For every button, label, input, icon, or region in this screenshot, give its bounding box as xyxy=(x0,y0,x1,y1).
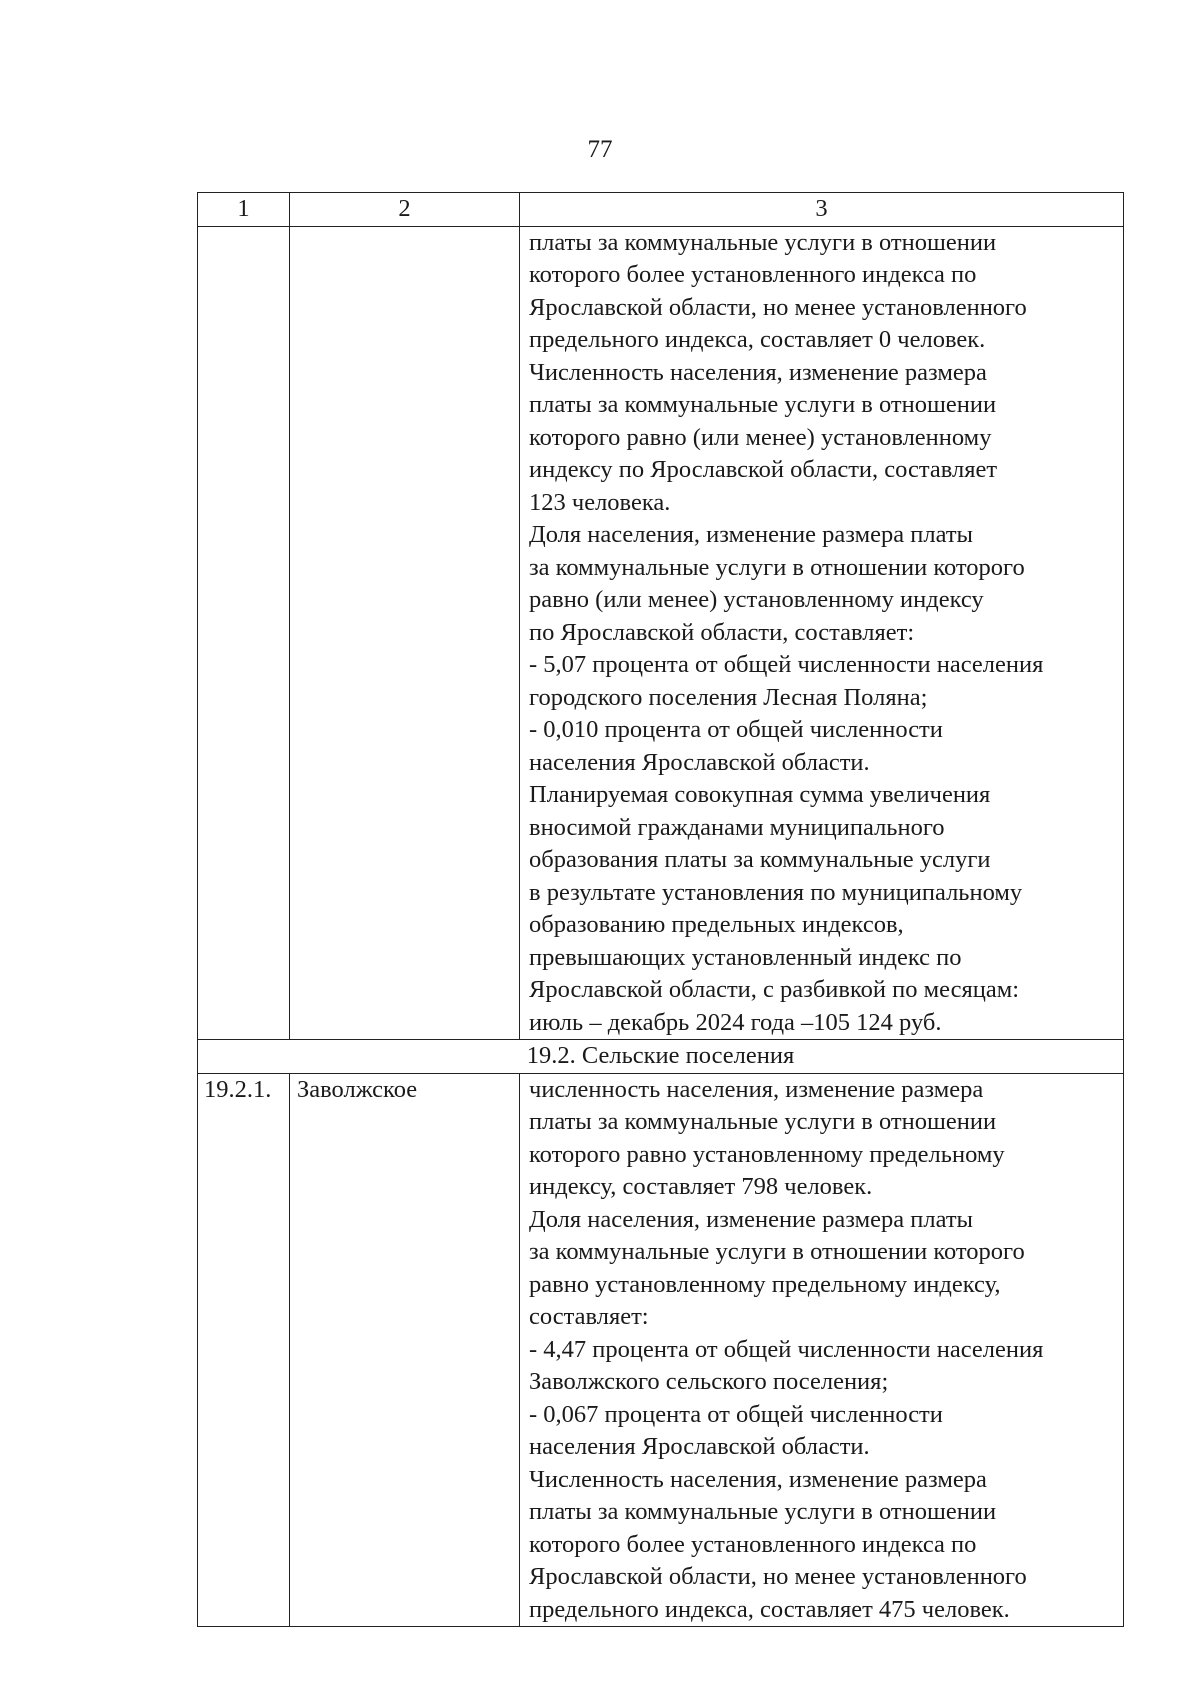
text-line: платы за коммунальные услуги в отношении xyxy=(529,391,997,418)
text-line: городского поселения Лесная Поляна; xyxy=(529,683,928,711)
text-line: населения Ярославской области. xyxy=(529,748,870,776)
text-line: платы за коммунальные услуги в отношении xyxy=(529,228,997,256)
text-line: индексу, составляет 798 человек. xyxy=(529,1173,873,1200)
text-line: Ярославской области, с разбивкой по месяцам: xyxy=(529,976,1020,1003)
text-line: платы за коммунальные услуги в отношении xyxy=(529,1498,997,1525)
table-row-continued xyxy=(198,226,1124,1040)
text-line: образования платы за коммунальные услуги xyxy=(529,846,991,873)
text-line: за коммунальные услуги в отношении которого xyxy=(529,1238,1025,1265)
text-line: Ярославской области, но менее установленного xyxy=(529,293,1027,321)
text-line: предельного индекса, составляет 0 человек. xyxy=(529,326,986,353)
column-header-1: 1 xyxy=(198,193,290,227)
table-row-19-2-1 xyxy=(198,1073,1124,1627)
text-line: равно установленному предельному индексу, xyxy=(529,1270,1001,1298)
text-line: Ярославской области, но менее установленного xyxy=(529,1563,1027,1590)
text-line: Заволжского сельского поселения; xyxy=(529,1368,889,1395)
text-line: за коммунальные услуги в отношении которого xyxy=(529,553,1025,581)
text-line: Доля населения, изменение размера платы xyxy=(529,521,973,548)
cell-name-continued xyxy=(290,226,520,1040)
text-line: платы за коммунальные услуги в отношении xyxy=(529,1108,997,1135)
section-title: 19.2. Сельские поселения xyxy=(198,1040,1124,1074)
text-line: - 4,47 процента от общей численности населения xyxy=(529,1335,1044,1363)
text-line: вносимой гражданами муниципального xyxy=(529,813,945,841)
text-line: индексу по Ярославской области, составляет xyxy=(529,456,998,483)
table-header-row xyxy=(198,193,1124,227)
text-line: в результате установления по муниципальному xyxy=(529,878,1023,906)
column-header-3: 3 xyxy=(520,193,1124,227)
text-line: - 5,07 процента от общей численности населения xyxy=(529,651,1044,678)
text-line: Численность населения, изменение размера xyxy=(529,358,987,386)
page-number: 77 xyxy=(587,136,613,163)
text-line: Доля населения, изменение размера платы xyxy=(529,1205,973,1233)
cell-description-continued xyxy=(520,226,1124,1040)
text-line: образованию предельных индексов, xyxy=(529,911,904,938)
text-line: июль – декабрь 2024 года –105 124 руб. xyxy=(529,1008,942,1036)
text-line: которого равно (или менее) установленному xyxy=(529,423,992,451)
text-line: - 0,067 процента от общей численности xyxy=(529,1400,943,1428)
text-line: превышающих установленный индекс по xyxy=(529,943,962,971)
section-row xyxy=(198,1040,1124,1074)
text-line: населения Ярославской области. xyxy=(529,1433,870,1460)
text-line: Планируемая совокупная сумма увеличения xyxy=(529,781,991,808)
text-line: - 0,010 процента от общей численности xyxy=(529,716,943,743)
text-line: предельного индекса, составляет 475 человек. xyxy=(529,1595,1010,1623)
cell-description xyxy=(520,1073,1124,1627)
text-line: которого равно установленному предельному xyxy=(529,1140,1005,1168)
cell-number: 19.2.1. xyxy=(198,1073,290,1627)
document-table xyxy=(197,192,1124,1627)
text-line: Численность населения, изменение размера xyxy=(529,1465,987,1493)
text-line: равно (или менее) установленному индексу xyxy=(529,586,984,613)
text-line: по Ярославской области, составляет: xyxy=(529,618,915,646)
cell-settlement-name: Заволжское xyxy=(290,1073,520,1627)
column-header-2: 2 xyxy=(290,193,520,227)
text-line: численность населения, изменение размера xyxy=(529,1075,984,1103)
text-line: 123 человека. xyxy=(529,488,671,516)
text-line: составляет: xyxy=(529,1303,649,1330)
cell-number-continued xyxy=(198,226,290,1040)
text-line: которого более установленного индекса по xyxy=(529,1530,977,1558)
text-line: которого более установленного индекса по xyxy=(529,261,977,288)
